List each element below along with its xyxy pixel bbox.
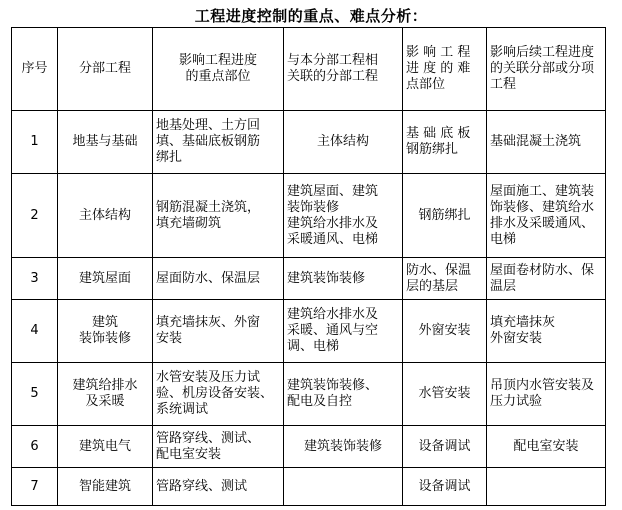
- cell-key-parts: 管路穿线、测试: [153, 468, 284, 506]
- cell-index: 4: [12, 300, 58, 363]
- cell-division: 主体结构: [58, 174, 153, 258]
- cell-index: 7: [12, 468, 58, 506]
- cell-related-divisions: 建筑给水排水及 采暖、通风与空 调、电梯: [284, 300, 403, 363]
- cell-related-divisions: [284, 468, 403, 506]
- cell-subsequent-works: 屋面施工、建筑装 饰装修、建筑给水 排水及采暖通风、 电梯: [487, 174, 606, 258]
- cell-related-divisions: 建筑装饰装修、 配电及自控: [284, 363, 403, 426]
- cell-subsequent-works: 吊顶内水管安装及 压力试验: [487, 363, 606, 426]
- table-header-row: [12, 28, 606, 111]
- cell-subsequent-works: [487, 468, 606, 506]
- cell-index: 6: [12, 426, 58, 468]
- cell-division: 地基与基础: [58, 111, 153, 174]
- cell-key-parts: 水管安装及压力试 验、机房设备安装、 系统调试: [153, 363, 284, 426]
- cell-difficult-parts: 钢筋绑扎: [403, 174, 487, 258]
- header-key-parts: 影响工程进度 的重点部位: [153, 28, 284, 111]
- cell-index: 1: [12, 111, 58, 174]
- table-row: [12, 363, 606, 426]
- header-subsequent-works: 影响后续工程进度 的关联分部或分项 工程: [487, 28, 606, 111]
- cell-subsequent-works: 屋面卷材防水、保 温层: [487, 258, 606, 300]
- table-row: [12, 468, 606, 506]
- table-row: [12, 300, 606, 363]
- cell-difficult-parts: 水管安装: [403, 363, 487, 426]
- header-related-divisions: 与本分部工程相 关联的分部工程: [284, 28, 403, 111]
- cell-index: 3: [12, 258, 58, 300]
- document-title: 工程进度控制的重点、难点分析：: [194, 7, 428, 25]
- cell-related-divisions: 建筑装饰装修: [284, 426, 403, 468]
- cell-key-parts: 屋面防水、保温层: [153, 258, 284, 300]
- cell-key-parts: 钢筋混凝土浇筑， 填充墙砌筑: [153, 174, 284, 258]
- cell-difficult-parts: 外窗安装: [403, 300, 487, 363]
- cell-related-divisions: 建筑屋面、建筑 装饰装修 建筑给水排水及 采暖通风、电梯: [284, 174, 403, 258]
- cell-difficult-parts: 基 础 底 板 钢筋绑扎: [403, 111, 487, 174]
- cell-division: 建筑给排水 及采暖: [58, 363, 153, 426]
- cell-division: 建筑 装饰装修: [58, 300, 153, 363]
- cell-division: 智能建筑: [58, 468, 153, 506]
- cell-difficult-parts: 设备调试: [403, 426, 487, 468]
- cell-subsequent-works: 填充墙抹灰 外窗安装: [487, 300, 606, 363]
- cell-key-parts: 地基处理、土方回 填、基础底板钢筋 绑扎: [153, 111, 284, 174]
- schedule-analysis-table: [11, 27, 606, 506]
- table-row: [12, 426, 606, 468]
- cell-division: 建筑电气: [58, 426, 153, 468]
- header-index: 序号: [12, 28, 58, 111]
- cell-related-divisions: 主体结构: [284, 111, 403, 174]
- cell-subsequent-works: 配电室安装: [487, 426, 606, 468]
- table-row: [12, 174, 606, 258]
- cell-key-parts: 填充墙抹灰、外窗 安装: [153, 300, 284, 363]
- cell-index: 5: [12, 363, 58, 426]
- cell-subsequent-works: 基础混凝土浇筑: [487, 111, 606, 174]
- table-row: [12, 258, 606, 300]
- header-difficult-parts: 影 响 工 程 进 度 的 难 点部位: [403, 28, 487, 111]
- cell-index: 2: [12, 174, 58, 258]
- cell-key-parts: 管路穿线、测试、 配电室安装: [153, 426, 284, 468]
- table-row: [12, 111, 606, 174]
- cell-difficult-parts: 设备调试: [403, 468, 487, 506]
- header-division: 分部工程: [58, 28, 153, 111]
- cell-related-divisions: 建筑装饰装修: [284, 258, 403, 300]
- cell-difficult-parts: 防水、保温 层的基层: [403, 258, 487, 300]
- cell-division: 建筑屋面: [58, 258, 153, 300]
